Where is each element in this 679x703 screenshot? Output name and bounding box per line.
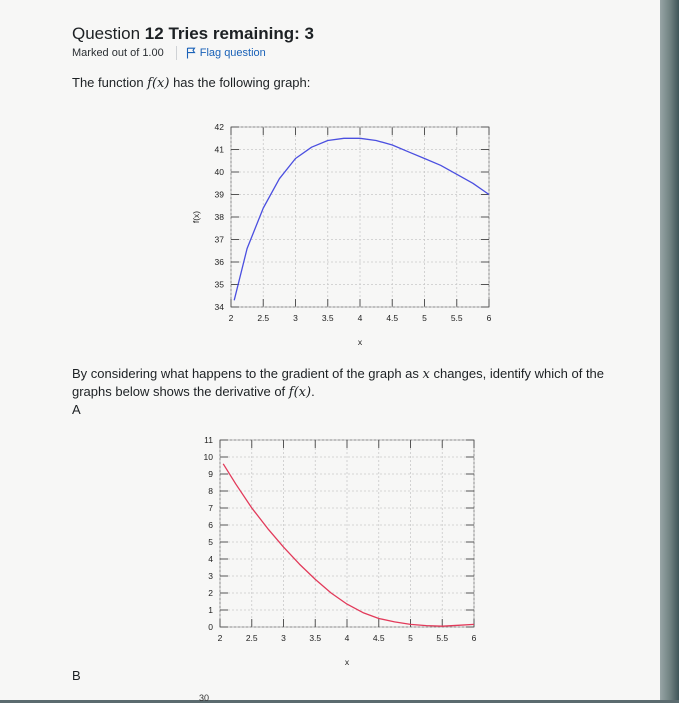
x-tick-label: 4.5 xyxy=(372,633,385,643)
y-tick-label: 0 xyxy=(208,622,213,632)
flag-question-label[interactable]: Flag question xyxy=(199,47,266,59)
y-tick-label: 39 xyxy=(214,189,224,200)
y-axis-label: f(x) xyxy=(191,210,201,224)
y-tick-label: 1 xyxy=(208,605,213,615)
y-tick-label: 8 xyxy=(208,486,213,496)
y-tick-label: 5 xyxy=(208,537,213,547)
question-meta xyxy=(72,46,266,60)
instruction-part1: By considering what happens to the gradient of the graph as xyxy=(72,366,423,381)
y-tick-label: 11 xyxy=(204,435,213,445)
series-line xyxy=(234,138,489,300)
option-b-label: B xyxy=(72,668,81,683)
y-tick-label: 2 xyxy=(208,588,213,598)
y-tick-label: 3 xyxy=(208,571,213,581)
flag-icon xyxy=(186,47,196,59)
x-tick-label: 4.5 xyxy=(386,313,399,323)
x-tick-label: 6 xyxy=(471,633,477,643)
x-tick-label: 5 xyxy=(408,633,413,643)
x-tick-label: 5.5 xyxy=(436,633,449,643)
x-tick-label: 6 xyxy=(486,313,492,323)
tries-label: Tries remaining: xyxy=(168,24,300,43)
y-tick-label: 34 xyxy=(214,302,224,312)
instruction-part2: changes, identify which of the graphs below shows the derivative of xyxy=(72,366,605,399)
option-a-label: A xyxy=(72,402,81,417)
marked-out-of: Marked out of 1.00 xyxy=(72,47,164,59)
function-symbol: f(x) xyxy=(147,76,170,91)
variable-symbol: x xyxy=(422,367,430,382)
derivative-graph-option-a xyxy=(180,428,500,668)
x-axis-label: x xyxy=(357,337,363,347)
x-tick-label: 2 xyxy=(217,633,223,643)
background-surface xyxy=(660,0,679,700)
intro-text xyxy=(72,75,310,91)
function-graph xyxy=(170,110,510,360)
y-tick-label: 35 xyxy=(214,279,224,290)
y-tick-label: 38 xyxy=(214,212,224,222)
instruction-end: . xyxy=(311,384,315,399)
x-tick-label: 5.5 xyxy=(450,313,463,323)
y-tick-label: 42 xyxy=(214,122,224,132)
question-label: Question xyxy=(72,24,141,43)
series-line xyxy=(223,464,474,626)
x-tick-label: 2 xyxy=(228,313,234,323)
flag-question-link[interactable] xyxy=(186,47,266,59)
y-tick-label: 9 xyxy=(208,469,213,479)
y-tick-label: 6 xyxy=(208,520,213,530)
question-number: 12 xyxy=(144,24,164,43)
x-axis-label: x xyxy=(344,657,350,667)
y-tick-label: 7 xyxy=(208,503,213,513)
x-tick-label: 3.5 xyxy=(321,313,334,323)
y-tick-label: 37 xyxy=(214,234,224,245)
intro-prefix: The function xyxy=(72,75,148,90)
intro-suffix: has the following graph: xyxy=(169,75,311,90)
x-tick-label: 3.5 xyxy=(309,633,322,643)
x-tick-label: 3 xyxy=(293,313,298,323)
tries-value: 3 xyxy=(304,24,314,43)
x-tick-label: 4 xyxy=(357,313,363,323)
option-b-graph-partial-tick: 30 xyxy=(199,693,210,703)
x-tick-label: 4 xyxy=(344,633,350,643)
x-tick-label: 3 xyxy=(281,633,286,643)
instruction-text xyxy=(72,365,612,401)
y-tick-label: 41 xyxy=(214,144,224,155)
meta-divider xyxy=(176,46,177,60)
y-tick-label: 40 xyxy=(214,167,224,177)
x-tick-label: 5 xyxy=(422,313,427,323)
y-tick-label: 4 xyxy=(208,554,213,564)
function-symbol-2: f(x) xyxy=(288,385,312,400)
y-tick-label: 36 xyxy=(214,257,224,267)
x-tick-label: 2.5 xyxy=(257,313,270,323)
question-heading xyxy=(72,24,314,44)
x-tick-label: 2.5 xyxy=(245,633,258,643)
y-tick-label: 10 xyxy=(203,452,213,462)
